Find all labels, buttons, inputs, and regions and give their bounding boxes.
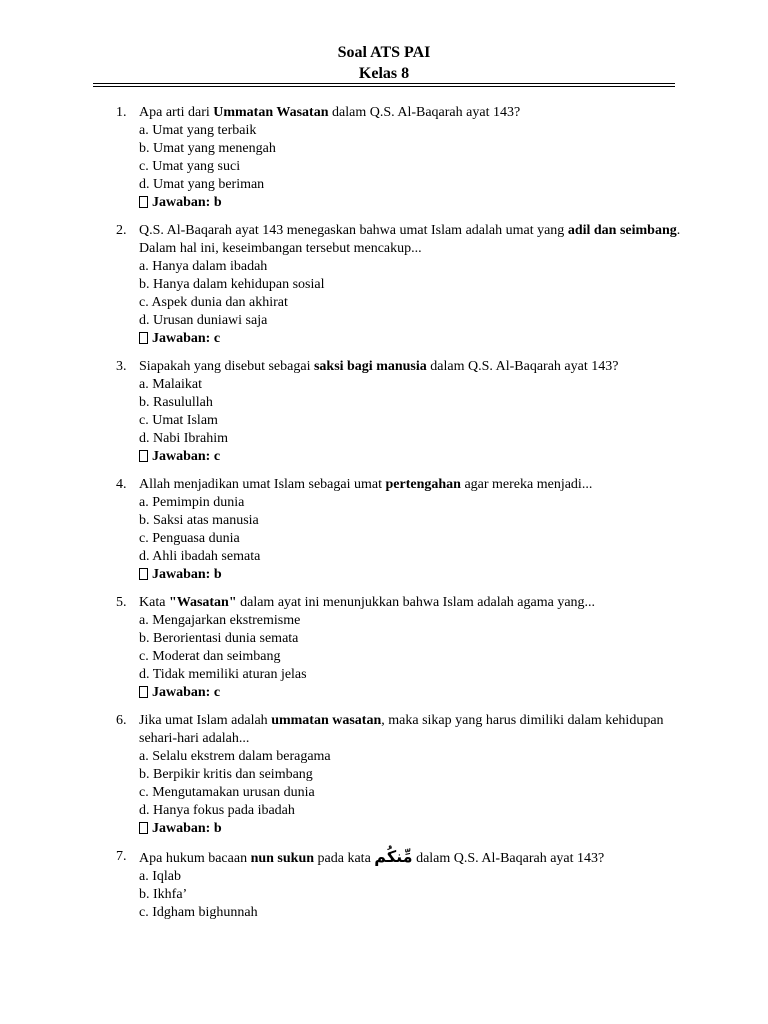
answer-option: c. Umat Islam [139, 413, 218, 428]
question-text-segment: Q.S. Al-Baqarah ayat 143 menegaskan bahwa umat Islam adalah umat yang [139, 223, 568, 238]
question-text [139, 712, 689, 748]
question-text-bold: nun sukun [250, 851, 315, 866]
answer-option: a. Umat yang terbaik [139, 123, 257, 138]
question-text-segment: Siapakah yang disebut sebagai [139, 359, 314, 374]
question-text-segment: Allah menjadikan umat Islam sebagai umat [139, 477, 386, 492]
question-text-segment: . Dalam hal ini, keseimbangan tersebut mencakup... [139, 223, 681, 256]
question-text-segment: dalam ayat ini menunjukkan bahwa Islam adalah agama yang... [236, 595, 596, 610]
answer-label: Jawaban: b [152, 195, 222, 210]
document-subtitle: Kelas 8 [358, 65, 410, 82]
answer-label: Jawaban: c [152, 685, 221, 700]
answer-key [139, 820, 689, 838]
answer-option: c. Idgham bighunnah [139, 905, 258, 920]
question-text [139, 476, 689, 494]
question-text-segment: agar mereka menjadi... [460, 477, 593, 492]
question-text-segment: Jika umat Islam adalah [139, 713, 272, 728]
document-header [0, 42, 768, 84]
question-number: 4. [116, 477, 127, 492]
answer-key [139, 566, 689, 584]
question-item [0, 476, 689, 584]
question-item [0, 222, 689, 348]
checkbox-icon [139, 822, 148, 834]
answer-option: c. Aspek dunia dan akhirat [139, 295, 288, 310]
answer-option: c. Mengutamakan urusan dunia [139, 785, 315, 800]
answer-option: a. Pemimpin dunia [139, 495, 245, 510]
answer-option: a. Selalu ekstrem dalam beragama [139, 749, 331, 764]
checkbox-icon [139, 450, 148, 462]
answer-key [139, 330, 689, 348]
answer-option: c. Moderat dan seimbang [139, 649, 281, 664]
answer-option: b. Berpikir kritis dan seimbang [139, 767, 313, 782]
question-text-segment: Apa hukum bacaan [139, 851, 251, 866]
question-text-bold: saksi bagi manusia [313, 359, 427, 374]
answer-option: a. Iqlab [139, 869, 181, 884]
answer-option: d. Umat yang beriman [139, 177, 265, 192]
question-item [0, 594, 689, 702]
checkbox-icon [139, 332, 148, 344]
answer-option: d. Tidak memiliki aturan jelas [139, 667, 307, 682]
question-item [0, 358, 689, 466]
answer-label: Jawaban: b [152, 821, 222, 836]
question-text-bold: pertengahan [385, 477, 461, 492]
question-number: 1. [116, 105, 127, 120]
question-number: 7. [116, 849, 127, 864]
answer-label: Jawaban: c [152, 331, 221, 346]
answer-option: a. Mengajarkan ekstremisme [139, 613, 301, 628]
answer-label: Jawaban: c [152, 449, 221, 464]
header-divider-top [93, 83, 675, 84]
answer-key [139, 194, 689, 212]
answer-option: b. Hanya dalam kehidupan sosial [139, 277, 325, 292]
question-text-bold: Ummatan Wasatan [213, 105, 329, 120]
answer-option: b. Rasulullah [139, 395, 213, 410]
answer-option: c. Umat yang suci [139, 159, 241, 174]
answer-key [139, 684, 689, 702]
question-text-segment: dalam Q.S. Al-Baqarah ayat 143? [412, 851, 605, 866]
question-text [139, 594, 689, 612]
answer-key [139, 448, 689, 466]
question-text-segment: dalam Q.S. Al-Baqarah ayat 143? [328, 105, 521, 120]
question-item [0, 104, 689, 212]
answer-option: a. Malaikat [139, 377, 202, 392]
checkbox-icon [139, 196, 148, 208]
question-item [0, 712, 689, 838]
question-text-bold: adil dan seimbang [567, 223, 677, 238]
question-text [139, 222, 689, 258]
answer-option: b. Umat yang menengah [139, 141, 276, 156]
question-number: 5. [116, 595, 127, 610]
answer-label: Jawaban: b [152, 567, 222, 582]
answer-option: d. Hanya fokus pada ibadah [139, 803, 295, 818]
question-text [139, 358, 689, 376]
question-text-segment: dalam Q.S. Al-Baqarah ayat 143? [426, 359, 619, 374]
arabic-word: مِّنكُم [374, 847, 413, 866]
answer-option: c. Penguasa dunia [139, 531, 240, 546]
answer-option: b. Ikhfa’ [139, 887, 188, 902]
question-text-segment: Kata [139, 595, 169, 610]
question-text-bold: ummatan wasatan [271, 713, 382, 728]
checkbox-icon [139, 568, 148, 580]
question-text-segment: Apa arti dari [139, 105, 214, 120]
answer-option: d. Nabi Ibrahim [139, 431, 229, 446]
answer-option: d. Urusan duniawi saja [139, 313, 268, 328]
answer-option: d. Ahli ibadah semata [139, 549, 261, 564]
answer-option: a. Hanya dalam ibadah [139, 259, 268, 274]
question-item [0, 848, 689, 922]
question-list [0, 104, 768, 932]
question-number: 2. [116, 223, 127, 238]
question-text [139, 104, 689, 122]
question-text-segment: pada kata [314, 851, 375, 866]
question-number: 6. [116, 713, 127, 728]
question-number: 3. [116, 359, 127, 374]
question-text-segment: , maka sikap yang harus dimiliki dalam kehidupan sehari-hari adalah... [139, 713, 664, 746]
document-title: Soal ATS PAI [337, 44, 431, 61]
answer-option: b. Berorientasi dunia semata [139, 631, 299, 646]
checkbox-icon [139, 686, 148, 698]
header-divider-bottom [93, 86, 675, 87]
answer-option: b. Saksi atas manusia [139, 513, 259, 528]
question-text [139, 848, 689, 868]
question-text-bold: "Wasatan" [168, 595, 237, 610]
